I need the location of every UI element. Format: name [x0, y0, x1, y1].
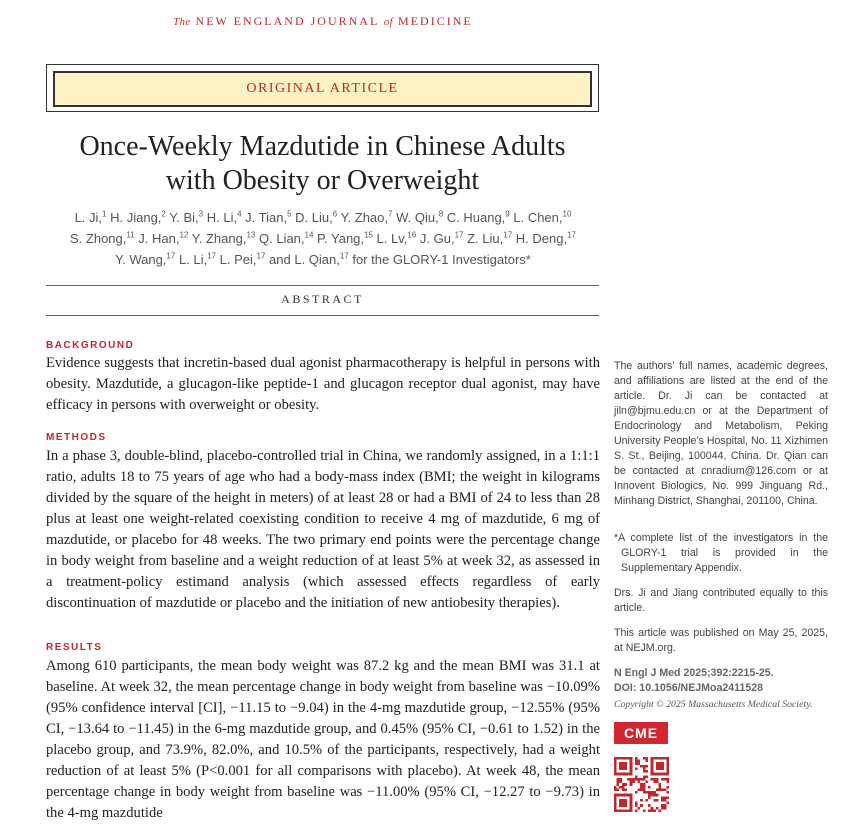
qr-module [622, 804, 625, 807]
qr-module [651, 757, 654, 760]
qr-module [619, 799, 622, 802]
qr-module [619, 781, 622, 784]
qr-module [630, 762, 633, 765]
qr-module [651, 778, 654, 781]
qr-module [624, 757, 627, 760]
qr-module [645, 757, 648, 760]
masthead-name-part1: NEW ENGLAND JOURNAL [195, 14, 379, 28]
qr-module [635, 802, 638, 805]
qr-module [635, 791, 638, 794]
qr-module [617, 757, 620, 760]
qr-module [651, 762, 654, 765]
qr-module [643, 809, 646, 812]
author-affiliation-number: 10 [562, 209, 572, 219]
qr-module [653, 778, 656, 781]
author-affiliation-number: 17 [454, 230, 464, 240]
qr-module [653, 794, 656, 797]
qr-module [666, 765, 669, 768]
qr-module [645, 770, 648, 773]
author-name: S. Zhong, [70, 231, 127, 246]
qr-module [659, 809, 662, 812]
qr-module [627, 757, 630, 760]
qr-module [659, 767, 662, 770]
qr-module [645, 799, 648, 802]
qr-module [651, 770, 654, 773]
qr-module [624, 788, 627, 791]
qr-module [664, 796, 667, 799]
masthead-name-part2: MEDICINE [398, 14, 473, 28]
qr-module [666, 773, 669, 776]
author-affiliation-number: 15 [364, 230, 373, 240]
qr-module [624, 767, 627, 770]
author-name: H. Li, [203, 210, 238, 225]
author-affiliation-number: 11 [126, 230, 135, 240]
qr-module [638, 778, 641, 781]
qr-module [622, 773, 625, 776]
qr-module [640, 799, 643, 802]
qr-module [661, 773, 664, 776]
qr-module [643, 791, 646, 794]
qr-module [614, 794, 617, 797]
author-affiliation-number: 17 [207, 251, 217, 261]
qr-module [651, 791, 654, 794]
qr-module [617, 788, 620, 791]
qr-module [630, 760, 633, 763]
qr-code-icon[interactable] [614, 757, 669, 812]
results-heading: RESULTS [46, 642, 103, 653]
qr-module [666, 778, 669, 781]
author-affiliation-number: 5 [287, 209, 292, 219]
qr-module [643, 767, 646, 770]
qr-module [619, 794, 622, 797]
author-affiliation-number: 9 [505, 209, 510, 219]
qr-module [664, 773, 667, 776]
article-type-label: ORIGINAL ARTICLE [246, 81, 399, 96]
qr-module [624, 804, 627, 807]
qr-module [632, 778, 635, 781]
author-name: for the GLORY-1 Investigators* [348, 252, 531, 267]
qr-module [630, 773, 633, 776]
author-affiliation-number: 3 [198, 209, 204, 219]
qr-module [617, 778, 620, 781]
qr-module [622, 765, 625, 768]
qr-module [664, 799, 667, 802]
abstract-top-rule [46, 285, 599, 286]
qr-module [630, 765, 633, 768]
author-affiliation-number: 17 [166, 251, 176, 261]
qr-module [619, 767, 622, 770]
qr-module [659, 757, 662, 760]
qr-module [635, 804, 638, 807]
qr-module [659, 786, 662, 789]
qr-module [624, 802, 627, 805]
qr-module [622, 767, 625, 770]
qr-module [619, 765, 622, 768]
qr-module [656, 762, 659, 765]
author-name: J. Han, [134, 231, 180, 246]
qr-module [627, 809, 630, 812]
qr-module [666, 802, 669, 805]
qr-module [622, 809, 625, 812]
qr-module [659, 788, 662, 791]
qr-module [635, 809, 638, 812]
qr-module [640, 778, 643, 781]
qr-module [643, 775, 646, 778]
qr-module [645, 775, 648, 778]
qr-module [661, 762, 664, 765]
qr-module [617, 809, 620, 812]
qr-module [638, 807, 641, 810]
qr-module [622, 783, 625, 786]
qr-module [638, 760, 641, 763]
author-affiliation-number: 6 [332, 209, 338, 219]
qr-module [643, 770, 646, 773]
author-name: J. Gu, [416, 231, 455, 246]
qr-module [659, 762, 662, 765]
qr-module [614, 762, 617, 765]
qr-module [622, 802, 625, 805]
author-affiliation-number: 17 [567, 230, 576, 240]
qr-module [630, 804, 633, 807]
author-line-2 [40, 228, 606, 249]
qr-module [651, 765, 654, 768]
author-line-3 [40, 249, 606, 270]
qr-module [617, 794, 620, 797]
article-type-box [53, 71, 592, 107]
qr-module [643, 765, 646, 768]
qr-module [622, 757, 625, 760]
equal-contribution-note: Drs. Ji and Jiang contributed equally to this article. [614, 587, 828, 614]
qr-module [666, 781, 669, 784]
qr-module [630, 757, 633, 760]
qr-module [614, 799, 617, 802]
qr-module [656, 767, 659, 770]
qr-module [643, 786, 646, 789]
qr-module [661, 767, 664, 770]
qr-module [666, 786, 669, 789]
qr-module [630, 807, 633, 810]
author-name: Q. Lian, [255, 231, 305, 246]
qr-module [651, 809, 654, 812]
qr-module [619, 773, 622, 776]
qr-module [648, 809, 651, 812]
author-affiliation-number: 16 [407, 230, 417, 240]
author-name: Y. Bi, [165, 210, 199, 225]
qr-module [614, 765, 617, 768]
qr-module [635, 775, 638, 778]
background-heading: BACKGROUND [46, 340, 135, 351]
qr-module [648, 794, 651, 797]
qr-module [664, 788, 667, 791]
masthead-of: of [383, 17, 394, 28]
qr-module [648, 791, 651, 794]
author-affiliation-number: 17 [503, 230, 513, 240]
cme-badge[interactable]: CME [614, 722, 668, 744]
qr-module [619, 804, 622, 807]
qr-module [632, 781, 635, 784]
qr-module [653, 781, 656, 784]
methods-text: In a phase 3, double-blind, placebo-controlled trial in China, we randomly assigned, in a 1:1:1 ratio, adults 18 to 75 years of age who had a body-mass index (BMI; the weight in kilograms divided by the square of the height in meters) of at least 28 or had a BMI of 24 to less than 28 plus at least one weight-related coexisting condition to receive 4 mg of mazdutide, 6 mg of mazdutide, or placebo for 48 weeks. The two primary end points were the percentage change in body weight from baseline and a weight reduction of at least 5% at week 32, as assessed in a treatment-policy estimand analysis (which assessed effects regardless of early discontinuation of mazdutide or placebo and the initiation of new antiobesity therapies). [46, 448, 600, 611]
qr-module [656, 799, 659, 802]
author-affiliation-number: 8 [438, 209, 444, 219]
qr-module [635, 778, 638, 781]
citation: N Engl J Med 2025;392:2215-25. [614, 667, 774, 679]
qr-module [614, 807, 617, 810]
qr-module [635, 757, 638, 760]
qr-module [645, 791, 648, 794]
qr-module [617, 781, 620, 784]
author-name: W. Qiu, [392, 210, 439, 225]
qr-module [656, 773, 659, 776]
qr-module [656, 794, 659, 797]
qr-module [664, 804, 667, 807]
author-affiliation-number: 7 [388, 209, 393, 219]
qr-module [664, 757, 667, 760]
qr-module [661, 796, 664, 799]
doi: DOI: 10.1056/NEJMoa2411528 [614, 682, 763, 694]
qr-module [651, 767, 654, 770]
qr-module [645, 781, 648, 784]
qr-module [661, 788, 664, 791]
qr-module [635, 762, 638, 765]
qr-module [643, 788, 646, 791]
qr-module [622, 788, 625, 791]
qr-module [651, 773, 654, 776]
qr-module [666, 770, 669, 773]
qr-module [630, 770, 633, 773]
background-text: Evidence suggests that incretin-based dual agonist pharmacotherapy is helpful in persons with obesity. Mazdutide, a glucagon-like peptide-1 and glucagon receptor dual agonist, may have efficacy in persons with overweight or obesity. [46, 355, 600, 413]
author-name: Y. Zhang, [188, 231, 247, 246]
author-affiliation-number: 17 [339, 251, 349, 261]
author-name: L. Li, [175, 252, 208, 267]
qr-module [659, 783, 662, 786]
qr-module [666, 767, 669, 770]
qr-module [630, 778, 633, 781]
qr-module [664, 778, 667, 781]
qr-module [661, 778, 664, 781]
qr-module [666, 760, 669, 763]
author-affiliation-number: 1 [102, 209, 107, 219]
qr-module [630, 802, 633, 805]
qr-module [643, 783, 646, 786]
author-name: H. Deng, [512, 231, 568, 246]
qr-module [661, 765, 664, 768]
qr-module [630, 809, 633, 812]
qr-module [630, 796, 633, 799]
qr-module [617, 773, 620, 776]
qr-module [624, 762, 627, 765]
author-name: Z. Liu, [463, 231, 504, 246]
qr-module [630, 783, 633, 786]
qr-module [648, 796, 651, 799]
qr-module [627, 794, 630, 797]
qr-module [619, 802, 622, 805]
qr-module [635, 760, 638, 763]
author-name: L. Pei, [216, 252, 257, 267]
qr-module [614, 760, 617, 763]
qr-module [656, 781, 659, 784]
article-type-banner [46, 64, 599, 112]
qr-module [656, 757, 659, 760]
author-name: L. Chen, [509, 210, 563, 225]
qr-module [651, 794, 654, 797]
qr-module [648, 804, 651, 807]
qr-module [643, 778, 646, 781]
qr-module [614, 786, 617, 789]
qr-module [617, 783, 620, 786]
qr-module [666, 796, 669, 799]
author-affiliation-number: 14 [304, 230, 314, 240]
author-name: L. Ji, [74, 210, 103, 225]
qr-module [614, 796, 617, 799]
qr-module [640, 783, 643, 786]
masthead-the: The [173, 17, 191, 28]
qr-module [624, 794, 627, 797]
qr-module [651, 760, 654, 763]
qr-module [653, 809, 656, 812]
qr-module [661, 757, 664, 760]
author-name: D. Liu, [291, 210, 333, 225]
qr-module [630, 767, 633, 770]
qr-module [659, 765, 662, 768]
abstract-bottom-rule [46, 315, 599, 316]
qr-module [640, 786, 643, 789]
qr-module [645, 765, 648, 768]
qr-module [630, 781, 633, 784]
qr-module [640, 804, 643, 807]
qr-module [661, 799, 664, 802]
qr-module [656, 778, 659, 781]
author-affiliation-number: 17 [256, 251, 266, 261]
qr-module [619, 762, 622, 765]
qr-module [656, 788, 659, 791]
qr-module [614, 804, 617, 807]
qr-module [630, 794, 633, 797]
author-name: Y. Zhao, [337, 210, 388, 225]
qr-module [661, 804, 664, 807]
author-affiliation-number: 13 [246, 230, 256, 240]
author-list [40, 207, 606, 270]
author-name: and L. Qian, [265, 252, 340, 267]
investigators-note: *A complete list of the investigators in the GLORY-1 trial is provided in the Supplementary Appendix. [614, 532, 828, 574]
qr-module [643, 757, 646, 760]
qr-module [622, 799, 625, 802]
qr-module [666, 791, 669, 794]
qr-module [640, 788, 643, 791]
qr-module [666, 757, 669, 760]
abstract-heading: ABSTRACT [281, 292, 364, 306]
qr-module [651, 807, 654, 810]
author-name: J. Tian, [241, 210, 288, 225]
author-name: H. Jiang, [106, 210, 162, 225]
author-affiliations-note: The authors’ full names, academic degrees, and affiliations are listed at the end of the article. Dr. Ji can be contacted at jiln@bjmu.edu.cn or at the Department of Endocrinology and Metabolism, Peking University People’s Hospital, No. 11 Xizhimen S. St., Beijing, 100044, China. Dr. Qian can be contacted at cnradium@126.com or at Innovent Biologics, No. 999 Jinguang Rd., Minhang District, Shanghai, 201100, China. [614, 360, 828, 507]
qr-module [619, 809, 622, 812]
qr-module [627, 778, 630, 781]
qr-module [627, 773, 630, 776]
qr-module [640, 765, 643, 768]
qr-module [622, 762, 625, 765]
qr-module [638, 781, 641, 784]
publication-note: This article was published on May 25, 2025, at NEJM.org. [614, 627, 828, 654]
qr-module [656, 765, 659, 768]
methods-heading: METHODS [46, 432, 107, 443]
author-name: P. Yang, [313, 231, 365, 246]
author-affiliation-number: 2 [161, 209, 166, 219]
journal-masthead [0, 14, 646, 29]
qr-module [624, 799, 627, 802]
qr-module [614, 802, 617, 805]
qr-module [653, 791, 656, 794]
qr-module [638, 762, 641, 765]
qr-module [648, 786, 651, 789]
author-affiliation-number: 12 [179, 230, 189, 240]
article-title [46, 130, 599, 198]
qr-module [614, 788, 617, 791]
qr-module [664, 807, 667, 810]
qr-module [661, 807, 664, 810]
qr-module [624, 765, 627, 768]
qr-module [638, 788, 641, 791]
qr-module [659, 773, 662, 776]
qr-module [624, 773, 627, 776]
qr-module [624, 783, 627, 786]
author-name: L. Lv, [372, 231, 408, 246]
qr-module [622, 786, 625, 789]
qr-module [645, 760, 648, 763]
qr-module [614, 757, 617, 760]
qr-module [622, 794, 625, 797]
qr-module [630, 799, 633, 802]
qr-module [653, 799, 656, 802]
qr-module [666, 762, 669, 765]
author-affiliation-number: 4 [237, 209, 242, 219]
qr-module [614, 767, 617, 770]
qr-module [614, 773, 617, 776]
qr-module [624, 809, 627, 812]
copyright: Copyright © 2025 Massachusetts Medical Society. [614, 699, 813, 710]
qr-module [656, 807, 659, 810]
qr-module [653, 757, 656, 760]
author-name: Y. Wang, [115, 252, 167, 267]
qr-module [614, 770, 617, 773]
qr-module [635, 767, 638, 770]
qr-module [619, 757, 622, 760]
title-line-1: Once-Weekly Mazdutide in Chinese Adults [79, 131, 566, 162]
qr-module [614, 809, 617, 812]
qr-module [619, 786, 622, 789]
qr-module [653, 773, 656, 776]
title-line-2: with Obesity or Overweight [165, 165, 480, 196]
author-name: C. Huang, [443, 210, 506, 225]
author-line-1 [40, 207, 606, 228]
results-text: Among 610 participants, the mean body weight was 87.2 kg and the mean BMI was 31.1 at baseline. At week 32, the mean percentage change in body weight from baseline was −10.09% (95% confidence interval [CI], −11.15 to −9.04) in the 4-mg mazdutide group, −12.55% (95% CI, −13.64 to −11.45) in the 6-mg mazdutide group, and 0.45% (95% CI, −0.61 to 1.52) in the placebo group, and 73.9%, 82.0%, and 10.5% of the participants, respectively, had a weight reduction of at least 5% (P<0.001 for all comparisons with placebo). At week 48, the mean percentage change in body weight from baseline was −11.00% (95% CI, −12.27 to −9.73) in the 4-mg mazdutide [46, 658, 600, 821]
qr-module [619, 778, 622, 781]
